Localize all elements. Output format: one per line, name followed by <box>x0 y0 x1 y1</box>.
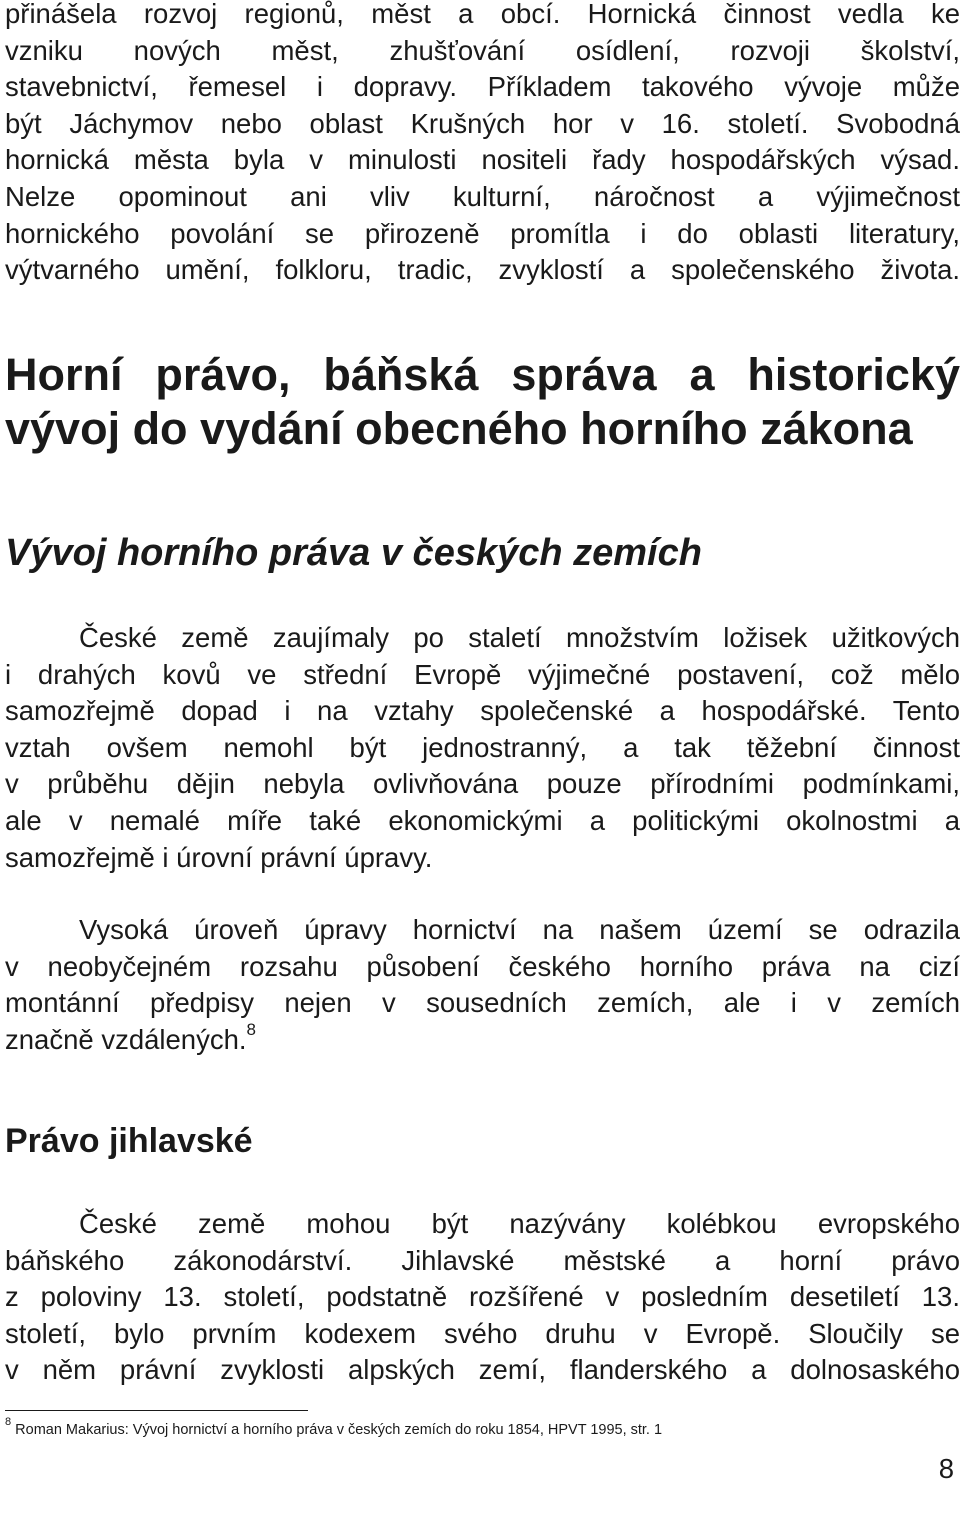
text-line: stavebnictví, řemesel i dopravy. Příkladem takového vývoje může <box>5 71 960 103</box>
text-line: báňského zákonodárství. Jihlavské městské a horní právo <box>5 1244 960 1276</box>
main-heading-line: Horní právo, báňská správa a historický <box>5 349 960 400</box>
text-line: hornická města byla v minulosti nositeli řady hospodářských výsad. <box>5 144 960 176</box>
text-line: z poloviny 13. století, podstatně rozšířené v posledním desetiletí 13. <box>5 1281 960 1313</box>
footnote <box>5 1416 663 1440</box>
paragraph-2 <box>5 912 960 1058</box>
text-line: České země mohou být nazývány kolébkou evropského <box>79 1208 960 1239</box>
paragraph-1 <box>5 620 960 876</box>
text-line <box>5 1019 960 1059</box>
text-line-content: značně vzdálených. <box>5 1023 247 1055</box>
text-line: samozřejmě dopad i na vztahy společenské a hospodářské. Tento <box>5 695 960 727</box>
footnote-reference[interactable]: 8 <box>246 1019 257 1039</box>
sub-heading: Vývoj horního práva v českých zemích <box>5 532 702 574</box>
text-line: v neobyčejném rozsahu působení českého horního práva na cizí <box>5 950 960 982</box>
text-line: České země zaujímaly po staletí množstvím ložisek užitkových <box>79 622 960 653</box>
main-heading-line: vývoj do vydání obecného horního zákona <box>5 403 913 454</box>
text-line: vzniku nových měst, zhušťování osídlení, rozvoji školství, <box>5 34 960 66</box>
text-line: samozřejmě i úrovní právní úpravy. <box>5 841 433 873</box>
text-line: v něm právní zvyklosti alpských zemí, flanderského a dolnosaského <box>5 1354 960 1386</box>
paragraph-3 <box>5 1206 960 1389</box>
text-line: vztah ovšem nemohl být jednostranný, a tak těžební činnost <box>5 731 960 763</box>
text-line: výtvarného umění, folkloru, tradic, zvyklostí a společenského života. <box>5 254 960 286</box>
text-line: ale v nemalé míře také ekonomickými a politickými okolnostmi a <box>5 804 960 836</box>
intro-paragraph <box>5 0 960 289</box>
main-heading <box>5 348 960 456</box>
page-number: 8 <box>938 1453 954 1484</box>
footnote-text: Roman Makarius: Vývoj hornictví a horního práva v českých zemích do roku 1854, HPVT 1995, str. 1 <box>15 1422 663 1438</box>
footnote-number: 8 <box>5 1416 12 1429</box>
text-line: hornického povolání se přirozeně promítla i do oblasti literatury, <box>5 217 960 249</box>
text-line: Nelze opominout ani vliv kulturní, náročnost a výjimečnost <box>5 180 960 212</box>
text-line: montánní předpisy nejen v sousedních zemích, ale i v zemích <box>5 987 960 1019</box>
text-line: Vysoká úroveň úpravy hornictví na našem území se odrazila <box>79 914 960 945</box>
text-line: i drahých kovů ve střední Evropě výjimečné postavení, což mělo <box>5 658 960 690</box>
section-heading: Právo jihlavské <box>5 1122 253 1160</box>
footnote-divider <box>5 1410 308 1411</box>
text-line: století, bylo prvním kodexem svého druhu v Evropě. Sloučily se <box>5 1317 960 1349</box>
text-line: v průběhu dějin nebyla ovlivňována pouze přírodními podmínkami, <box>5 768 960 800</box>
text-line: být Jáchymov nebo oblast Krušných hor v 16. století. Svobodná <box>5 107 960 139</box>
text-line: přinášela rozvoj regionů, měst a obcí. Hornická činnost vedla ke <box>5 0 960 29</box>
